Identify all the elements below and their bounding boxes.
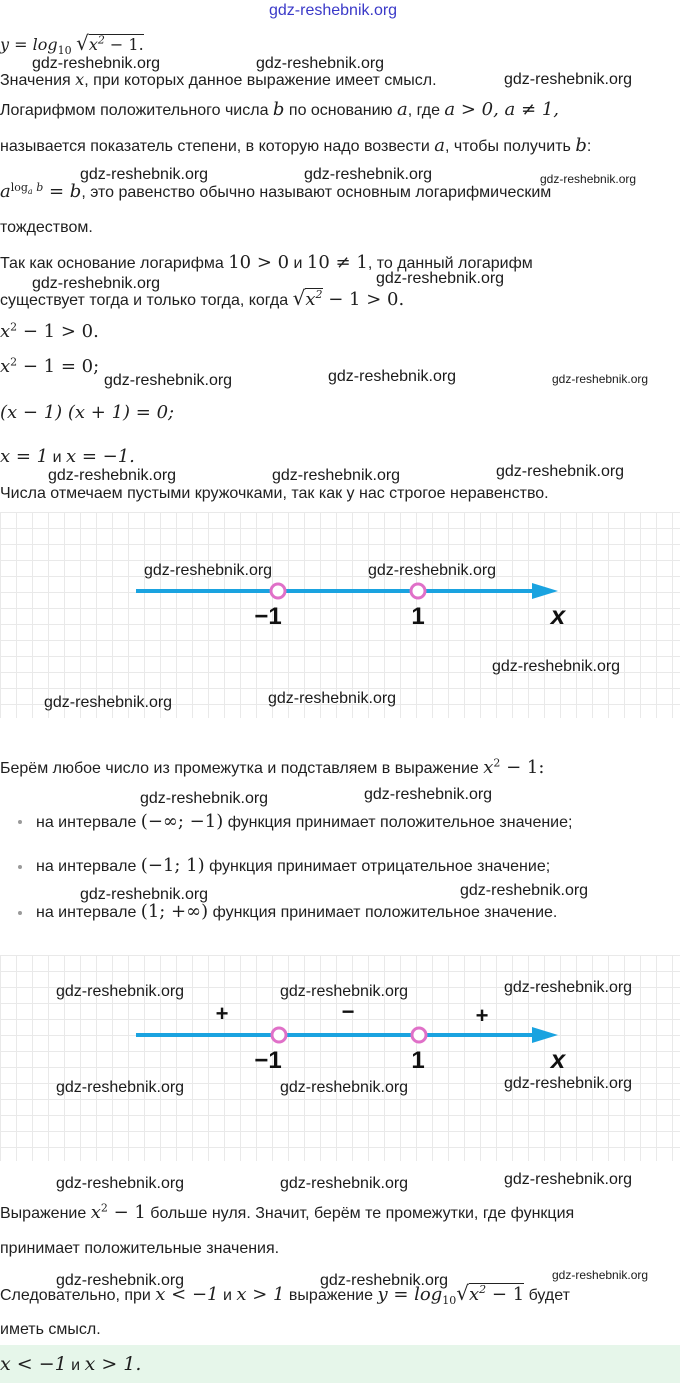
list-item: на интервале (1; +∞) функция принимает положительное значение. <box>36 901 558 922</box>
watermark: gdz-reshebnik.org <box>272 467 401 484</box>
formula-line <box>0 33 144 56</box>
axis-label: x <box>550 1044 566 1074</box>
watermark: gdz-reshebnik.org <box>268 690 397 707</box>
axis-label: x <box>550 600 566 630</box>
text-line: иметь смысл. <box>0 1321 101 1338</box>
formula-line: (x − 1) (x + 1) = 0; <box>0 402 175 423</box>
watermark: gdz-reshebnik.org <box>56 1175 185 1192</box>
watermark: gdz-reshebnik.org <box>368 562 497 579</box>
watermark: gdz-reshebnik.org <box>496 463 625 480</box>
sign-left: + <box>215 1001 229 1026</box>
text-line: принимает положительные значения. <box>0 1240 280 1257</box>
open-point-left <box>271 584 285 598</box>
watermark: gdz-reshebnik.org <box>56 983 185 1000</box>
point-label-right: 1 <box>411 603 425 630</box>
answer-text: x < −1 и x > 1. <box>0 1353 142 1375</box>
watermark: gdz-reshebnik.org <box>304 166 433 183</box>
formula-line: x = 1 и x = −1. <box>0 446 135 467</box>
text-line: Так как основание логарифма 10 > 0 и 10 ≠ 1, то данный логарифм <box>0 252 533 273</box>
point-label-left: −1 <box>254 1047 282 1074</box>
watermark: gdz-reshebnik.org <box>492 658 621 675</box>
number-line-figure-2 <box>0 955 680 1161</box>
watermark: gdz-reshebnik.org <box>280 983 409 1000</box>
list-item: на интервале (−1; 1) функция принимает отрицательное значение; <box>36 855 551 876</box>
watermark: gdz-reshebnik.org <box>320 1272 449 1289</box>
text-line: Берём любое число из промежутка и подставляем в выражение $x^2 - 1$: <box>0 756 545 778</box>
watermark: gdz-reshebnik.org <box>376 270 505 287</box>
watermark: gdz-reshebnik.org <box>56 1079 185 1096</box>
formula-text: y = log <box>0 35 58 54</box>
watermark: gdz-reshebnik.org <box>104 372 233 389</box>
watermark: gdz-reshebnik.org <box>460 882 589 899</box>
axis-arrow-icon <box>532 1027 558 1043</box>
open-point-left <box>272 1028 286 1042</box>
sign-middle: − <box>341 999 355 1024</box>
radicand: $x^2 - 1$. <box>88 33 144 54</box>
watermark: gdz-reshebnik.org <box>504 1075 633 1092</box>
watermark: gdz-reshebnik.org <box>552 372 649 386</box>
point-label-left: −1 <box>254 603 282 630</box>
watermark: gdz-reshebnik.org <box>540 172 637 186</box>
watermark: gdz-reshebnik.org <box>504 1171 633 1188</box>
text-line: Выражение $x^2 - 1$ больше нуля. Значит, берём те промежутки, где функция <box>0 1201 575 1223</box>
text-line: Следовательно, при x < −1 и x > 1 выражение $y = \log_{10}√x^2 - 1$ будет <box>0 1281 570 1308</box>
text-line: Логарифмом положительного числа b по основанию a, где a > 0, a ≠ 1, <box>0 99 559 120</box>
open-point-right <box>411 584 425 598</box>
watermark: gdz-reshebnik.org <box>56 1272 185 1289</box>
text-line: существует тогда и только тогда, когда $√x^2 - 1 > 0$. <box>0 286 405 310</box>
watermark: gdz-reshebnik.org <box>552 1268 649 1282</box>
axis-arrow-icon <box>532 583 558 599</box>
open-point-right <box>412 1028 426 1042</box>
watermark: gdz-reshebnik.org <box>80 886 209 903</box>
log-base: 10 <box>57 44 72 58</box>
watermark: gdz-reshebnik.org <box>256 55 385 72</box>
bullet-icon <box>18 865 22 869</box>
bullet-icon <box>18 911 22 915</box>
point-label-right: 1 <box>411 1047 425 1074</box>
watermark: gdz-reshebnik.org <box>328 368 457 385</box>
text-line: Числа отмечаем пустыми кружочками, так как у нас строгое неравенство. <box>0 485 549 502</box>
bullet-icon <box>18 820 22 824</box>
watermark: gdz-reshebnik.org <box>32 55 161 72</box>
number-line-figure-1 <box>0 512 680 718</box>
text-line: называется показатель степени, в которую надо возвести a, чтобы получить b: <box>0 135 592 156</box>
formula-line: $x^2 - 1 = 0$; <box>0 355 100 377</box>
watermark: gdz-reshebnik.org <box>280 1175 409 1192</box>
watermark: gdz-reshebnik.org <box>32 275 161 292</box>
watermark: gdz-reshebnik.org <box>44 694 173 711</box>
sqrt-icon: √ <box>76 31 89 55</box>
watermark: gdz-reshebnik.org <box>80 166 209 183</box>
watermark: gdz-reshebnik.org <box>504 71 633 88</box>
sign-right: + <box>475 1003 489 1028</box>
number-line-1 <box>0 512 680 718</box>
text-line: Значения x, при которых данное выражение имеет смысл. <box>0 70 437 89</box>
watermark: gdz-reshebnik.org <box>504 979 633 996</box>
watermark: gdz-reshebnik.org <box>144 562 273 579</box>
watermark-top[interactable]: gdz-reshebnik.org <box>269 2 398 19</box>
list-item: на интервале (−∞; −1) функция принимает положительное значение; <box>36 811 573 832</box>
watermark: gdz-reshebnik.org <box>48 467 177 484</box>
watermark: gdz-reshebnik.org <box>140 790 269 807</box>
text-line: $a^{log_a b} = b$, это равенство обычно называют основным логарифмическим <box>0 180 552 202</box>
watermark: gdz-reshebnik.org <box>364 786 493 803</box>
watermark: gdz-reshebnik.org <box>280 1079 409 1096</box>
formula-line: $x^2 - 1 > 0$. <box>0 320 99 342</box>
text-line: тождеством. <box>0 219 93 236</box>
